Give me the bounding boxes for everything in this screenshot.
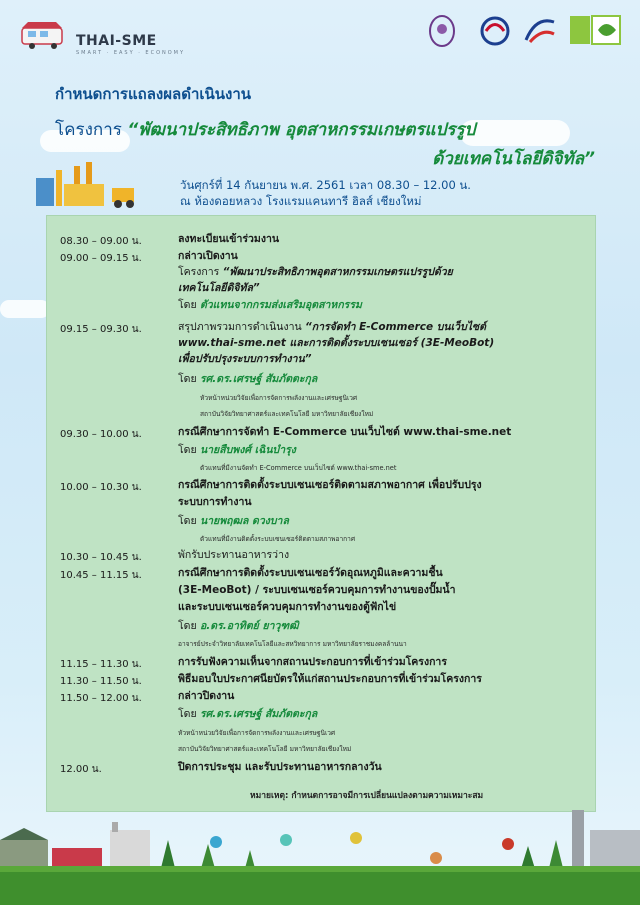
agenda-item: ระบบการทำงาน — [178, 496, 252, 508]
event-date: วันศุกร์ที่ 14 กันยายน พ.ศ. 2561 เวลา 08.30 – 12.00 น. — [180, 178, 471, 192]
project-name-cont: ด้วยเทคโนโลยีดิจิทัล” — [432, 149, 595, 169]
agenda-item: และระบบเซนเซอร์ควบคุมการทำงานของตู้ฟักไข่ — [178, 601, 397, 613]
agenda-time: 08.30 – 09.00 น. — [60, 236, 142, 247]
agenda-item: ปิดการประชุม และรับประทานอาหารกลางวัน — [178, 761, 382, 773]
agenda-speaker: โดย รศ.ดร.เศรษฐ์ สัมภัตตะกุล — [178, 708, 318, 720]
food-truck-logo — [20, 20, 70, 50]
agenda-item: กล่าวเปิดงาน — [178, 250, 238, 262]
agenda-detail: โครงการ “พัฒนาประสิทธิภาพอุตสาหกรรมเกษตรแปรรูปด้วย — [178, 266, 453, 278]
3e-logo-icon — [570, 14, 622, 46]
speaker-title: หัวหน้าหน่วยวิจัยเพื่อการจัดการพลังงานและเศรษฐนิเวศ — [200, 394, 358, 402]
agenda-time: 10.30 – 10.45 น. — [60, 552, 142, 563]
agenda-item: กรณีศึกษาการจัดทำ E-Commerce บนเว็บไซต์ www.thai-sme.net — [178, 426, 512, 438]
agenda-item: พักรับประทานอาหารว่าง — [178, 549, 290, 561]
speaker-title: ตัวแทนที่มีงานติดตั้งระบบเซนเซอร์ติดตามสภาพอากาศ — [200, 535, 356, 543]
agenda-time: 09.00 – 09.15 น. — [60, 253, 142, 264]
speaker-title: อาจารย์ประจำวิทยาลัยเทคโนโลยีและสหวิทยาการ มหาวิทยาลัยราชมงคลล้านนา — [178, 640, 407, 648]
university-seal-icon — [428, 14, 456, 48]
brand-tagline: SMART · EASY · ECONOMY — [76, 50, 186, 56]
agenda-time: 12.00 น. — [60, 764, 102, 775]
project-name: “พัฒนาประสิทธิภาพ อุตสาหกรรมเกษตรแปรรูป — [127, 120, 476, 140]
agenda-detail: www.thai-sme.net และการติดตั้งระบบเซนเซอร์ (3E-MeoBot) — [178, 337, 495, 349]
agenda-item: กรณีศึกษาการติดตั้งระบบเซนเซอร์ติดตามสภาพอากาศ เพื่อปรับปรุง — [178, 479, 482, 491]
agenda-speaker: โดย ตัวแทนจากกรมส่งเสริมอุตสาหกรรม — [178, 299, 362, 311]
institute-logo-icon — [522, 14, 558, 48]
cloud — [0, 300, 50, 318]
agenda-detail: เทคโนโลยีดิจิทัล” — [178, 282, 260, 294]
agenda-time: 11.15 – 11.30 น. — [60, 659, 142, 670]
speaker-title: หัวหน้าหน่วยวิจัยเพื่อการจัดการพลังงานและเศรษฐนิเวศ — [178, 729, 336, 737]
speaker-title: ตัวแทนที่มีงานจัดทำ E-Commerce บนเว็บไซต์ www.thai-sme.net — [200, 464, 397, 472]
agenda-speaker: โดย นายสืบพงศ์ เฉินบำรุง — [178, 444, 296, 456]
agenda-item: การรับฟังความเห็นจากสถานประกอบการที่เข้าร่วมโครงการ — [178, 656, 447, 668]
agenda-detail: สรุปภาพรวมการดำเนินงาน “การจัดทำ E-Commerce บนเว็บไซต์ — [178, 321, 486, 333]
agenda-item: กรณีศึกษาการติดตั้งระบบเซนเซอร์วัดอุณหภูมิและความชื้น — [178, 567, 443, 579]
speaker-affiliation: สถาบันวิจัยวิทยาศาสตร์และเทคโนโลยี มหาวิทยาลัยเชียงใหม่ — [178, 745, 352, 753]
landscape-illustration — [0, 800, 640, 905]
project-prefix: โครงการ — [55, 120, 122, 140]
event-venue: ณ ห้องดอยหลวง โรงแรมแคนทารี ฮิลส์ เชียงใหม่ — [180, 194, 422, 208]
project-title — [55, 116, 595, 143]
agenda-speaker: โดย รศ.ดร.เศรษฐ์ สัมภัตตะกุล — [178, 373, 318, 385]
title-block — [55, 82, 595, 172]
agenda-item: กล่าวปิดงาน — [178, 690, 235, 702]
speaker-affiliation: สถาบันวิจัยวิทยาศาสตร์และเทคโนโลยี มหาวิทยาลัยเชียงใหม่ — [200, 410, 374, 418]
department-logo-icon — [478, 14, 512, 48]
footnote: หมายเหตุ: กำหนดการอาจมีการเปลี่ยนแปลงตามความเหมาะสม — [250, 791, 484, 801]
page-title: กำหนดการแถลงผลดำเนินงาน — [55, 85, 251, 103]
event-info — [180, 177, 471, 209]
agenda-item: พิธีมอบใบประกาศนียบัตรให้แก่สถานประกอบการที่เข้าร่วมโครงการ — [178, 673, 482, 685]
agenda-speaker: โดย นายพฤฒล ดวงบาล — [178, 515, 289, 527]
agenda-detail: เพื่อปรับปรุงระบบการทำงาน” — [178, 353, 312, 365]
agenda-time: 09.15 – 09.30 น. — [60, 324, 142, 335]
header — [0, 0, 640, 75]
agenda-time: 09.30 – 10.00 น. — [60, 429, 142, 440]
agenda-time: 10.00 – 10.30 น. — [60, 482, 142, 493]
agenda-time: 10.45 – 11.15 น. — [60, 570, 142, 581]
agenda-item: ลงทะเบียนเข้าร่วมงาน — [178, 233, 280, 245]
agenda-item: (3E-MeoBot) / ระบบเซนเซอร์ควบคุมการทำงานของปั๊มน้ำ — [178, 584, 456, 596]
agenda-speaker: โดย อ.ดร.อาทิตย์ ยาวุฑฒิ — [178, 620, 299, 632]
brand-name: THAI-SME — [76, 33, 157, 49]
factory-illustration — [30, 160, 170, 210]
agenda-time: 11.50 – 12.00 น. — [60, 693, 142, 704]
agenda-time: 11.30 – 11.50 น. — [60, 676, 142, 687]
